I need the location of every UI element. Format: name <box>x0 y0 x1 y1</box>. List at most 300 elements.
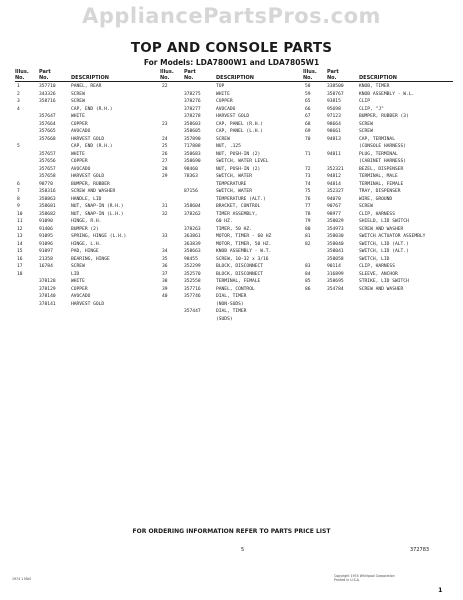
part-row <box>303 143 453 151</box>
part-number: 95698 <box>327 106 341 112</box>
illus-number <box>15 158 39 166</box>
part-number: 91096 <box>39 241 53 247</box>
part-row <box>15 121 160 129</box>
illus-number: 73 <box>305 174 311 179</box>
part-description: SWITCH ACTUATOR ASSEMBLY <box>359 234 426 239</box>
part-row <box>15 203 160 211</box>
part-number: 357890 <box>184 136 201 142</box>
part-row <box>303 286 453 294</box>
part-row <box>303 181 453 189</box>
part-description: AVOCADO <box>71 294 91 299</box>
illus-number: 11 <box>17 219 23 224</box>
illus-number: 15 <box>17 249 23 254</box>
illus-number: 76 <box>305 196 311 202</box>
part-number: 352558 <box>184 279 201 284</box>
parts-column-2 <box>160 69 303 323</box>
illus-number <box>160 308 184 316</box>
part-number <box>184 301 216 309</box>
part-description: (SUDS) <box>216 316 233 322</box>
part-row <box>160 263 303 271</box>
illus-number <box>15 128 39 136</box>
illus-number: 78 <box>305 211 311 217</box>
header-description: DESCRIPTION <box>71 75 109 81</box>
part-number: 378140 <box>39 294 56 299</box>
part-description: SLEEVE, ANCHOR <box>359 271 398 277</box>
part-number: 343326 <box>39 91 56 97</box>
part-row <box>160 121 303 129</box>
illus-number: 34 <box>162 249 168 254</box>
part-description: SWITCH, LID (ALT.) <box>359 241 409 247</box>
part-number: 78363 <box>184 174 198 179</box>
illus-number <box>160 91 184 99</box>
illus-number <box>303 143 327 151</box>
part-number: 316899 <box>327 271 344 277</box>
part-description: SCREW <box>359 129 373 134</box>
header-part-no: No. <box>39 75 49 81</box>
part-row <box>15 293 160 301</box>
illus-number: 7 <box>17 189 20 194</box>
column-header <box>15 75 160 82</box>
part-row <box>15 286 160 294</box>
illus-number: 75 <box>305 189 311 194</box>
part-description: PANEL, REAR <box>71 84 102 89</box>
part-row <box>15 301 160 309</box>
header-illus-no: No. <box>303 75 313 81</box>
part-description: AVOCADO <box>216 106 236 112</box>
part-row <box>160 271 303 279</box>
part-description: BUMPER, RUBBER (3) <box>359 114 409 119</box>
part-row <box>15 263 160 271</box>
part-row <box>160 316 303 324</box>
header-part: Part <box>327 69 339 75</box>
part-description: CLIP, "J" <box>359 106 384 112</box>
part-description: TEMPERATURE (ALT.) <box>216 196 266 202</box>
illus-number: 58 <box>305 84 311 89</box>
part-number: 358695 <box>327 279 344 284</box>
illus-number: 72 <box>305 166 311 172</box>
part-number: 358058 <box>327 256 344 262</box>
illus-number: 67 <box>305 114 311 119</box>
part-row <box>303 98 453 106</box>
illus-number: 66 <box>305 106 311 112</box>
part-description: (CONSOLE HARNESS) <box>359 144 407 149</box>
illus-number: 84 <box>305 271 311 277</box>
part-number: 378275 <box>184 91 201 97</box>
part-description: NUT, PUSH-IN (2) <box>216 151 261 157</box>
header-description: DESCRIPTION <box>216 75 254 81</box>
illus-number: 26 <box>162 151 168 157</box>
part-description: SCREW AND WASHER <box>359 226 404 232</box>
print-code: 1974 1 MAS <box>12 577 32 581</box>
part-number: 90767 <box>327 204 341 209</box>
part-number: 94813 <box>327 136 341 142</box>
part-number: 357716 <box>184 286 201 292</box>
part-number: 357656 <box>39 159 56 164</box>
part-row <box>160 158 303 166</box>
illus-number: 33 <box>162 234 168 239</box>
part-number <box>184 196 216 204</box>
part-number <box>327 143 359 151</box>
part-row <box>303 83 453 91</box>
illus-number <box>160 196 184 204</box>
part-row <box>303 278 453 286</box>
part-row <box>303 263 453 271</box>
part-row <box>303 218 453 226</box>
illus-number: 12 <box>17 226 23 232</box>
part-row <box>160 248 303 256</box>
part-description: CLIP, HARNESS <box>359 211 395 217</box>
header-illus: Illus. <box>15 69 29 75</box>
part-description: TERMINAL, FEMALE <box>359 181 404 187</box>
document-code: 372783 <box>410 547 430 553</box>
illus-number <box>15 173 39 181</box>
part-row <box>15 196 160 204</box>
parts-column-1 <box>15 69 160 308</box>
part-row <box>160 91 303 99</box>
part-description: WHITE <box>216 91 230 97</box>
part-description: AVOCADO <box>71 129 91 134</box>
illus-number <box>160 218 184 226</box>
part-description: SCREW <box>359 204 373 209</box>
part-description: CAP, TERMINAL <box>359 136 395 142</box>
part-description: BEZEL, DISPENSER <box>359 166 404 172</box>
illus-number: 80 <box>305 226 311 232</box>
illus-number: 3 <box>17 99 20 104</box>
part-row <box>303 151 453 159</box>
part-description: TOP <box>216 84 225 89</box>
part-description: HARVEST GOLD <box>71 136 105 142</box>
part-row <box>303 271 453 279</box>
part-description: SWITCH, WATER <box>216 189 252 194</box>
part-description: SCREW, 10-32 x 3/16 <box>216 256 269 262</box>
illus-number <box>160 316 184 324</box>
part-row <box>160 173 303 181</box>
illus-number: 17 <box>17 264 23 269</box>
part-description: TIMER, 50 HZ. <box>216 226 252 232</box>
part-description: KNOB ASSEMBLY - W.T. <box>216 249 272 254</box>
part-row <box>160 203 303 211</box>
illus-number: 81 <box>305 234 311 239</box>
part-number <box>39 106 71 114</box>
part-description: WHITE <box>71 151 85 157</box>
part-number: 358316 <box>39 189 56 194</box>
part-description: SCREW <box>359 121 373 127</box>
part-row <box>303 158 453 166</box>
part-number: 378128 <box>39 279 56 284</box>
part-description: MOTOR, TIMER, 50 HZ. <box>216 241 272 247</box>
illus-number <box>15 136 39 144</box>
part-row <box>160 196 303 204</box>
illus-number: 83 <box>305 264 311 269</box>
part-row <box>303 91 453 99</box>
illus-number <box>160 241 184 249</box>
illus-number <box>15 278 39 286</box>
illus-number: 36 <box>162 264 168 269</box>
part-row <box>303 113 453 121</box>
part-row <box>160 128 303 136</box>
part-description: BUMPER (2) <box>71 226 99 232</box>
part-description: DIAL, TIMER <box>216 294 247 299</box>
part-row <box>160 286 303 294</box>
part-description: COPPER <box>216 99 233 104</box>
part-row <box>160 233 303 241</box>
illus-number: 18 <box>17 271 23 277</box>
part-number: 717888 <box>184 144 201 149</box>
illus-number: 13 <box>17 234 23 239</box>
part-row <box>15 241 160 249</box>
header-description: DESCRIPTION <box>359 75 397 81</box>
part-row <box>303 188 453 196</box>
part-description: PLUG, TERMINAL <box>359 151 398 157</box>
illus-number: 82 <box>305 241 311 247</box>
part-description: SPRING, HINGE (L.H.) <box>71 234 127 239</box>
illus-number: 74 <box>305 181 311 187</box>
part-number <box>39 143 71 151</box>
illus-number: 22 <box>162 84 168 89</box>
illus-number: 86 <box>305 286 311 292</box>
part-number: 378262 <box>184 211 201 217</box>
part-number: 378278 <box>184 114 201 119</box>
watermark: AppliancePartsPros.com <box>82 4 381 28</box>
copyright-note <box>334 574 395 582</box>
part-number: 363861 <box>184 234 201 239</box>
part-number: 378276 <box>184 99 201 104</box>
part-number <box>39 271 71 279</box>
part-number: 354973 <box>327 226 344 232</box>
part-number: 352570 <box>184 271 201 277</box>
part-description: SCREW <box>71 91 85 97</box>
part-description: BLOCK, DISCONNECT <box>216 264 264 269</box>
part-row <box>160 166 303 174</box>
part-row <box>303 248 453 256</box>
illus-number: 39 <box>162 286 168 292</box>
part-description: CLIP <box>359 99 371 104</box>
illus-number <box>160 106 184 114</box>
part-row <box>15 248 160 256</box>
part-description: AVOCADO <box>71 166 91 172</box>
part-row <box>303 136 453 144</box>
part-row <box>15 211 160 219</box>
illus-number: 1 <box>17 84 20 89</box>
part-row <box>160 181 303 189</box>
part-row <box>15 218 160 226</box>
part-row <box>303 196 453 204</box>
illus-number: 38 <box>162 279 168 284</box>
part-description: COPPER <box>71 286 88 292</box>
part-row <box>160 278 303 286</box>
part-row <box>15 271 160 279</box>
part-row <box>160 293 303 301</box>
part-description: SCREW <box>71 99 85 104</box>
part-description: NUT, SNAP-IN (R.H.) <box>71 204 124 209</box>
part-row <box>160 188 303 196</box>
part-row <box>15 226 160 234</box>
illus-number: 68 <box>305 121 311 127</box>
part-row <box>15 91 160 99</box>
part-number: 357647 <box>39 114 56 119</box>
part-description: PAD, HINGE <box>71 249 99 254</box>
part-number: 16784 <box>39 264 53 269</box>
part-row <box>15 98 160 106</box>
part-row <box>160 143 303 151</box>
part-number: 98977 <box>327 211 341 217</box>
part-description: MOTOR, TIMER - 60 HZ <box>216 234 272 239</box>
part-description: SHIELD, LID SWITCH <box>359 219 409 224</box>
part-description: SCREW AND WASHER <box>71 189 116 194</box>
part-number: 352327 <box>327 189 344 194</box>
part-number: 352299 <box>184 264 201 269</box>
part-row <box>15 128 160 136</box>
part-row <box>160 83 303 91</box>
part-number: 358029 <box>327 219 344 224</box>
part-number: 358682 <box>39 211 56 217</box>
illus-number <box>160 301 184 309</box>
part-number: 378277 <box>184 106 201 112</box>
part-number: 90114 <box>327 264 341 269</box>
part-row <box>303 128 453 136</box>
part-description: SCREW <box>71 264 85 269</box>
part-number: 357668 <box>39 136 56 142</box>
part-number: 357657 <box>39 166 56 172</box>
part-number: 358605 <box>184 129 201 134</box>
part-number: 358681 <box>39 204 56 209</box>
part-number: 357664 <box>39 121 56 127</box>
part-number: 357658 <box>39 174 56 179</box>
part-number: 358040 <box>327 241 344 247</box>
illus-number: 23 <box>162 121 168 127</box>
illus-number: 10 <box>17 211 23 217</box>
part-description: HARVEST GOLD <box>71 174 105 179</box>
part-row <box>15 151 160 159</box>
illus-number: 77 <box>305 204 311 209</box>
page-subtitle: For Models: LDA7800W1 and LDA7805W1 <box>143 58 320 67</box>
part-description: HINGE, L.H. <box>71 241 102 247</box>
part-row <box>160 308 303 316</box>
part-number: 358604 <box>184 204 201 209</box>
part-description: BEARING, HINGE <box>71 256 110 262</box>
illus-number <box>15 286 39 294</box>
column-header <box>303 75 453 82</box>
part-description: WHITE <box>71 279 85 284</box>
part-number: 87156 <box>184 189 198 194</box>
illus-number: 5 <box>17 144 20 149</box>
copyright-line: Copyright 1974 Whirlpool Corporation <box>334 574 395 578</box>
illus-number: 29 <box>162 174 168 179</box>
part-description: SWITCH, WATER LEVEL <box>216 159 269 164</box>
part-number: 94812 <box>327 174 341 179</box>
illus-number: 71 <box>305 151 311 157</box>
part-row <box>160 241 303 249</box>
part-row <box>303 256 453 264</box>
part-number: 91097 <box>39 249 53 254</box>
part-number: 93815 <box>327 99 341 104</box>
part-description: KNOB ASSEMBLY - W.L. <box>359 91 415 97</box>
part-row <box>15 143 160 151</box>
illus-number: 4 <box>17 106 20 112</box>
part-description: SWITCH, LID (ALT.) <box>359 249 409 254</box>
part-description: BLOCK, DISCONNECT <box>216 271 264 277</box>
part-number: 94070 <box>327 196 341 202</box>
illus-number: 37 <box>162 271 168 277</box>
part-description: (CABINET HARNESS) <box>359 159 407 164</box>
part-row <box>303 173 453 181</box>
illus-number: 40 <box>162 294 168 299</box>
part-number: 358603 <box>184 121 201 127</box>
part-number: 357746 <box>184 294 201 299</box>
part-number: 98664 <box>327 121 341 127</box>
part-row <box>303 233 453 241</box>
illus-number: 59 <box>305 91 311 97</box>
part-row <box>15 106 160 114</box>
part-description: 60 HZ. <box>216 219 233 224</box>
part-row <box>160 98 303 106</box>
illus-number: 27 <box>162 159 168 164</box>
part-description: SCREW AND WASHER <box>359 286 404 292</box>
part-number: 97123 <box>327 114 341 119</box>
illus-number: 16 <box>17 256 23 262</box>
part-number: 358690 <box>184 159 201 164</box>
part-row <box>15 136 160 144</box>
column-header <box>160 75 303 82</box>
part-number <box>184 83 216 91</box>
part-number: 378263 <box>184 226 201 232</box>
part-row <box>160 301 303 309</box>
part-row <box>15 113 160 121</box>
illus-number: 8 <box>17 196 20 202</box>
part-description: COPPER <box>71 159 88 164</box>
illus-number <box>15 301 39 309</box>
part-number <box>184 218 216 226</box>
part-description: CAP, END (R.H.) <box>71 106 113 112</box>
part-description: CAP, END (R.H.) <box>71 144 113 149</box>
part-row <box>160 136 303 144</box>
illus-number <box>160 226 184 234</box>
part-description: PANEL, CONTROL <box>216 286 255 292</box>
part-description: WIRE, GROUND <box>359 196 393 202</box>
part-description: HANDLE, LID <box>71 196 102 202</box>
illus-number <box>160 128 184 136</box>
part-description: SWITCH, LID <box>359 256 390 262</box>
corner-number: 1 <box>438 586 443 594</box>
part-description: TRAY, DISPENSER <box>359 189 401 194</box>
part-row <box>303 121 453 129</box>
header-illus-no: No. <box>15 75 25 81</box>
part-row <box>160 226 303 234</box>
part-description: HARVEST GOLD <box>71 301 105 307</box>
part-number: 358716 <box>39 99 56 104</box>
part-number: 357447 <box>184 309 201 314</box>
illus-number: 31 <box>162 204 168 209</box>
illus-number: 65 <box>305 99 311 104</box>
part-number: 378129 <box>39 286 56 292</box>
part-row <box>15 83 160 91</box>
part-row <box>303 203 453 211</box>
part-number: 358663 <box>184 249 201 254</box>
part-description: LID <box>71 271 80 277</box>
part-row <box>15 173 160 181</box>
illus-number <box>15 166 39 174</box>
illus-number <box>15 121 39 129</box>
part-number: 358767 <box>327 91 344 97</box>
illus-number <box>303 256 327 264</box>
ordering-note: FOR ORDERING INFORMATION REFER TO PARTS PRICE LIST <box>132 528 331 535</box>
part-number: 21358 <box>39 256 53 262</box>
part-number: 358041 <box>327 249 344 254</box>
part-row <box>15 166 160 174</box>
part-row <box>15 278 160 286</box>
part-number: 91095 <box>39 234 53 239</box>
part-number: 354784 <box>327 286 344 292</box>
